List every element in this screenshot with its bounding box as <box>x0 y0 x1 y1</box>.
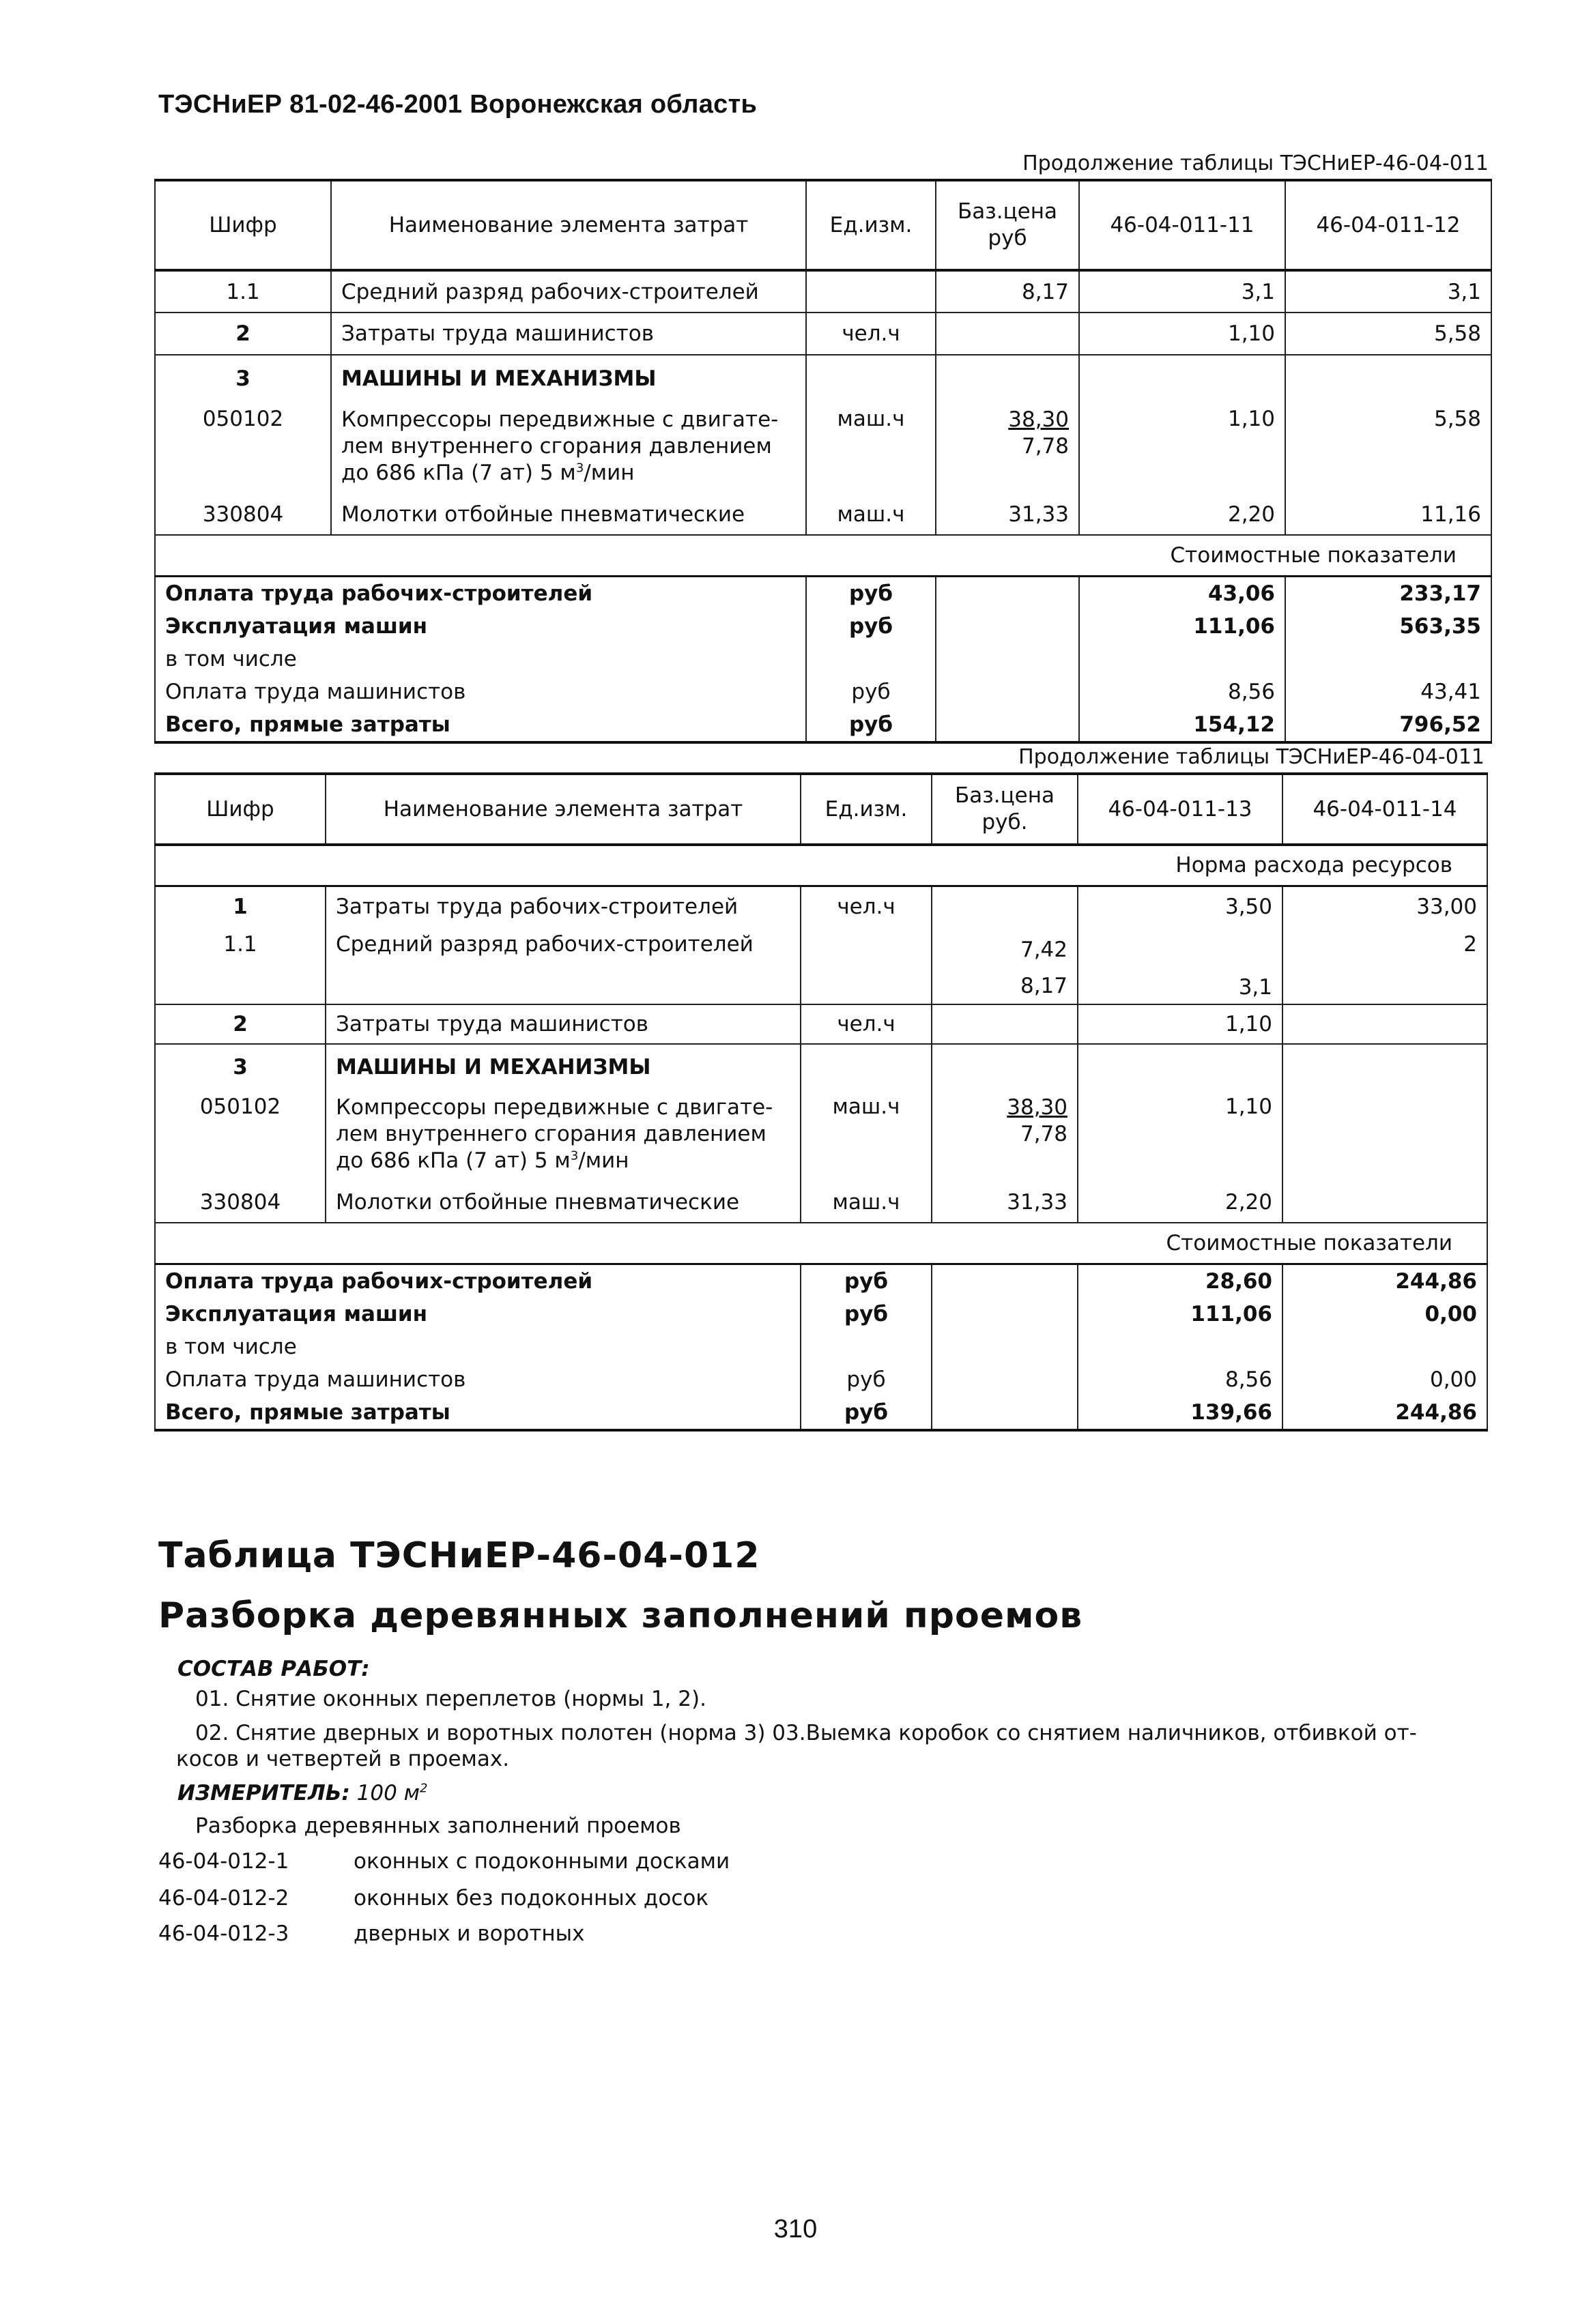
document-header: ТЭСНиЕР 81-02-46-2001 Воронежская область <box>158 90 758 119</box>
table1-section-costs: Стоимостные показатели <box>155 535 1491 576</box>
table-row: Оплата труда машинистов руб 8,56 43,41 <box>155 676 1491 708</box>
works-item: 02. Снятие дверных и воротных полотен (норма 3) 03.Выемка коробок со снятием наличников, отбивкой от- <box>195 1721 1417 1745</box>
page-number: 310 <box>773 2215 818 2243</box>
col-header-unit: Ед.изм. <box>806 180 936 270</box>
col-header-norm-13: 46-04-011-13 <box>1078 774 1282 845</box>
section-subtitle: Разборка деревянных заполнений проемов <box>158 1595 1083 1636</box>
col-header-code: Шифр <box>155 774 326 845</box>
table-row: 330804 Молотки отбойные пневматические маш.ч 31,33 2,20 <box>155 1182 1487 1223</box>
table-row: в том числе <box>155 643 1491 676</box>
norm-code: 46-04-012-2 <box>158 1886 289 1911</box>
col-header-name: Наименование элемента затрат <box>326 774 801 845</box>
norm-code: 46-04-012-1 <box>158 1849 289 1874</box>
table-row: Эксплуатация машин руб 111,06 0,00 <box>155 1298 1487 1331</box>
col-header-price: Баз.цена руб. <box>932 774 1078 845</box>
norm-text: оконных с подоконными досками <box>354 1849 730 1874</box>
table-row: в том числе <box>155 1331 1487 1363</box>
table-row: Оплата труда машинистов руб 8,56 0,00 <box>155 1363 1487 1396</box>
col-header-norm-14: 46-04-011-14 <box>1282 774 1487 845</box>
table-row: Оплата труда рабочих-строителей руб 43,06 233,17 <box>155 576 1491 610</box>
table2-section-norm: Норма расхода ресурсов <box>155 845 1487 886</box>
items-title: Разборка деревянных заполнений проемов <box>195 1814 681 1838</box>
col-header-norm-11: 46-04-011-11 <box>1079 180 1285 270</box>
table1-header-row <box>155 180 1491 270</box>
col-header-name: Наименование элемента затрат <box>331 180 806 270</box>
norm-text: дверных и воротных <box>354 1921 585 1946</box>
table-row: 2 Затраты труда машинистов чел.ч 1,10 5,58 <box>155 313 1491 355</box>
col-header-norm-12: 46-04-011-12 <box>1285 180 1491 270</box>
meter-value: 100 $м^2$ <box>356 1781 428 1805</box>
table-row: 050102 Компрессоры передвижные с двигате- лем внутреннего сгорания давлением до 686 кПа (7 ат) 5 $м^3$/мин маш.ч 38,30 7,78 1,10 5,58 <box>155 401 1491 494</box>
meter-line <box>177 1781 428 1805</box>
table-row: 1.1 Средний разряд рабочих-строителей 7,42 8,17 3,1 2 <box>155 927 1487 1004</box>
works-label: СОСТАВ РАБОТ: <box>177 1657 370 1681</box>
meter-label: ИЗМЕРИТЕЛЬ: <box>177 1781 350 1805</box>
table1-continuation-caption: Продолжение таблицы ТЭСНиЕР-46-04-011 <box>1022 151 1489 175</box>
col-header-code: Шифр <box>155 180 331 270</box>
col-header-unit: Ед.изм. <box>801 774 932 845</box>
table-row: Оплата труда рабочих-строителей руб 28,60 244,86 <box>155 1264 1487 1298</box>
table-row: Всего, прямые затраты руб 154,12 796,52 <box>155 708 1491 742</box>
table-row: 330804 Молотки отбойные пневматические маш.ч 31,33 2,20 11,16 <box>155 494 1491 535</box>
works-item: косов и четвертей в проемах. <box>176 1747 510 1771</box>
table-row: Всего, прямые затраты руб 139,66 244,86 <box>155 1396 1487 1430</box>
table2-continuation-caption: Продолжение таблицы ТЭСНиЕР-46-04-011 <box>1018 745 1485 769</box>
table2 <box>154 772 1488 1432</box>
works-item: 01. Снятие оконных переплетов (нормы 1, 2). <box>195 1687 706 1711</box>
table-row: 050102 Компрессоры передвижные с двигате- лем внутреннего сгорания давлением до 686 кПа (7 ат) 5 $м^3$/мин маш.ч 38,30 7,78 1,10 <box>155 1089 1487 1182</box>
table-row: 3 МАШИНЫ И МЕХАНИЗМЫ <box>155 1044 1487 1089</box>
table-row: 2 Затраты труда машинистов чел.ч 1,10 <box>155 1004 1487 1044</box>
table-title: Таблица ТЭСНиЕР-46-04-012 <box>158 1535 760 1576</box>
norm-code: 46-04-012-3 <box>158 1921 289 1946</box>
table-row: Эксплуатация машин руб 111,06 563,35 <box>155 610 1491 643</box>
table-row: 1 Затраты труда рабочих-строителей чел.ч 3,50 33,00 <box>155 886 1487 927</box>
table2-section-costs: Стоимостные показатели <box>155 1223 1487 1264</box>
table2-header-row <box>155 774 1487 845</box>
table1 <box>154 179 1492 744</box>
table-row: 1.1 Средний разряд рабочих-строителей 8,17 3,1 3,1 <box>155 270 1491 313</box>
col-header-price: Баз.цена руб <box>936 180 1079 270</box>
norm-text: оконных без подоконных досок <box>354 1886 709 1911</box>
table-row: 3 МАШИНЫ И МЕХАНИЗМЫ <box>155 355 1491 401</box>
